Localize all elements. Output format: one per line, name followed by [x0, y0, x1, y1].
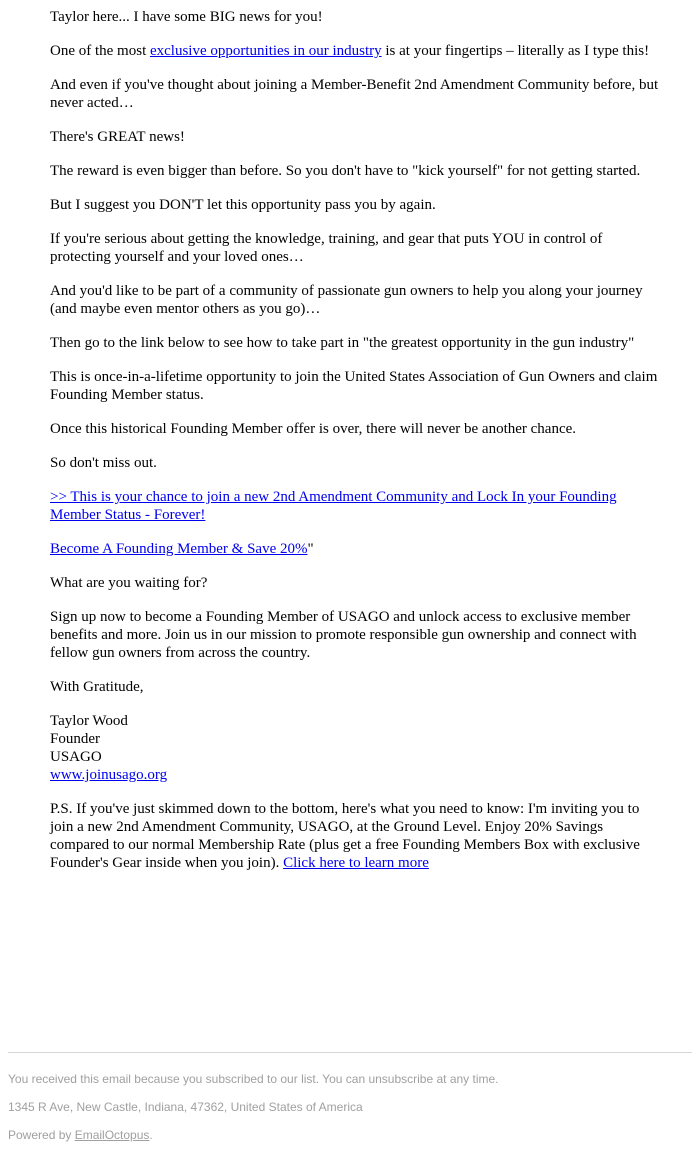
exclusive-opportunities-link[interactable]: exclusive opportunities in our industry: [149, 43, 382, 59]
learn-more-link[interactable]: Click here to learn more: [283, 855, 429, 871]
signature-title: Founder: [50, 731, 100, 747]
paragraph-reward: The reward is even bigger than before. So you don't have to "kick yourself" for not getting started.: [50, 163, 641, 179]
email-body: [50, 8, 660, 888]
paragraph-text: is at your fingertips – literally as I type this!: [381, 43, 650, 59]
emailoctopus-link[interactable]: EmailOctopus: [74, 1128, 150, 1142]
quote-mark: ": [307, 541, 314, 557]
founding-paragraph: [50, 540, 660, 558]
paragraph-exclusive-opportunity: [50, 42, 660, 60]
founding-member-link[interactable]: Become A Founding Member & Save 20%: [50, 541, 308, 557]
postal-address: 1345 R Ave, New Castle, Indiana, 47362, United States of America: [8, 1100, 363, 1114]
signature-name: Taylor Wood: [50, 713, 128, 729]
paragraph-dont-miss: So don't miss out.: [50, 455, 157, 471]
closing: With Gratitude,: [50, 679, 144, 695]
paragraph-text: One of the most: [50, 43, 150, 59]
subscription-notice: You received this email because you subscribed to our list. You can unsubscribe at any time.: [8, 1072, 499, 1086]
website-link[interactable]: www.joinusago.org: [50, 767, 168, 783]
paragraph-community: And even if you've thought about joining a Member-Benefit 2nd Amendment Community before, but never acted…: [50, 77, 659, 111]
powered-by: [8, 1128, 692, 1142]
powered-by-period: .: [149, 1128, 153, 1142]
paragraph-offer-over: Once this historical Founding Member offer is over, there will never be another chance.: [50, 421, 577, 437]
cta-paragraph: [50, 488, 660, 524]
signature: [50, 712, 660, 784]
signature-org: USAGO: [50, 749, 102, 765]
paragraph-serious: If you're serious about getting the knowledge, training, and gear that puts YOU in control of protecting yourself and your loved ones…: [50, 231, 603, 265]
paragraph-waiting: What are you waiting for?: [50, 575, 208, 591]
paragraph-once-in-lifetime: This is once-in-a-lifetime opportunity to join the United States Association of Gun Owners and claim Founding Member status.: [50, 369, 658, 403]
email-footer: [8, 1072, 692, 1156]
paragraph-great-news: There's GREAT news!: [50, 129, 185, 145]
paragraph-link-below: Then go to the link below to see how to take part in "the greatest opportunity in the gun industry": [50, 335, 635, 351]
paragraph-sign-up: Sign up now to become a Founding Member of USAGO and unlock access to exclusive member benefits and more. Join us in our mission to promote responsible gun ownership and connect with fellow gun owners from across the country.: [50, 609, 637, 661]
footer-divider: [8, 1052, 692, 1053]
powered-by-label: Powered by: [8, 1128, 75, 1142]
signature-url-line: [50, 766, 660, 784]
paragraph-suggest: But I suggest you DON'T let this opportunity pass you by again.: [50, 197, 436, 213]
ps-paragraph: [50, 800, 660, 872]
greeting: Taylor here... I have some BIG news for you!: [50, 9, 323, 25]
ps-text: P.S. If you've just skimmed down to the bottom, here's what you need to know: I'm inviting you to join a new 2nd Amendment Community, USAGO, at the Ground Level. Enjoy 20% Savings compared to our normal Membership Rate (plus get a free Founding Members Box with exclusive Founder's Gear inside when you join).: [50, 801, 640, 871]
paragraph-part-of-community: And you'd like to be part of a community of passionate gun owners to help you along your journey (and maybe even mentor others as you go)…: [50, 283, 643, 317]
cta-link[interactable]: >> This is your chance to join a new 2nd Amendment Community and Lock In your Founding Member Status - Forever!: [50, 489, 617, 523]
